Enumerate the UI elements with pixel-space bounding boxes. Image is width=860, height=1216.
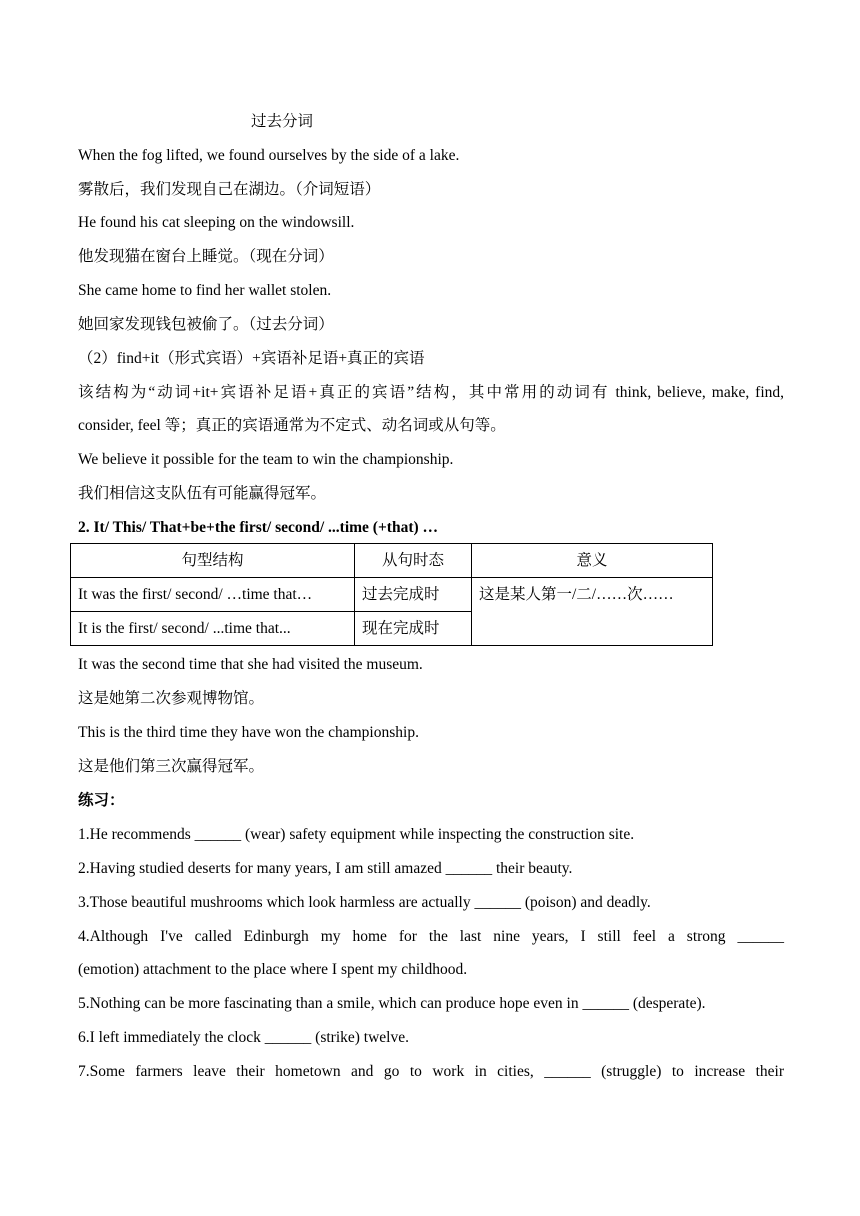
table-cell: It is the first/ second/ ...time that... (71, 612, 355, 646)
example-sentence: When the fog lifted, we found ourselves by the side of a lake. (78, 147, 460, 164)
explanation-line: consider, feel 等；真正的宾语通常为不定式、动名词或从句等。 (78, 417, 506, 434)
example-translation: 这是她第二次参观博物馆。 (78, 690, 265, 707)
exercise-question: 1.He recommends ______ (wear) safety equipment while inspecting the construction site. (78, 826, 635, 843)
example-translation: 雾散后，我们发现自己在湖边。（介词短语） (78, 181, 381, 198)
exercise-question-continued: (emotion) attachment to the place where I spent my childhood. (78, 961, 468, 978)
table-cell: 现在完成时 (355, 612, 472, 646)
exercise-question: 3.Those beautiful mushrooms which look harmless are actually ______ (poison) and deadly. (78, 894, 651, 911)
section-heading-first-time: 2. It/ This/ That+be+the first/ second/ ...time (+that) … (78, 519, 439, 536)
table-header: 句型结构 (71, 544, 355, 578)
example-sentence: He found his cat sleeping on the windowsill. (78, 214, 355, 231)
table-header: 意义 (472, 544, 713, 578)
exercise-question: 2.Having studied deserts for many years, I am still amazed ______ their beauty. (78, 860, 573, 877)
exercise-question: 4.Although I've called Edinburgh my home for the last nine years, I still feel a strong ______ (78, 928, 784, 945)
table-cell: 过去完成时 (355, 578, 472, 612)
section-heading-find-it: （2）find+it（形式宾语）+宾语补足语+真正的宾语 (78, 350, 425, 367)
example-translation: 她回家发现钱包被偷了。（过去分词） (78, 316, 334, 333)
heading-past-participle: 过去分词 (251, 113, 314, 130)
exercise-heading: 练习： (78, 792, 125, 809)
exercise-question: 5.Nothing can be more fascinating than a smile, which can produce hope even in ______ (desperate). (78, 995, 706, 1012)
example-translation: 他发现猫在窗台上睡觉。（现在分词） (78, 248, 334, 265)
example-translation: 我们相信这支队伍有可能赢得冠军。 (78, 485, 327, 502)
table-header: 从句时态 (355, 544, 472, 578)
example-sentence: We believe it possible for the team to win the championship. (78, 451, 454, 468)
example-sentence: This is the third time they have won the championship. (78, 724, 419, 741)
grammar-table (70, 543, 713, 646)
exercise-question: 7.Some farmers leave their hometown and go to work in cities, ______ (struggle) to increase their (78, 1063, 784, 1080)
example-translation: 这是他们第三次赢得冠军。 (78, 758, 265, 775)
table-row (71, 578, 713, 612)
example-sentence: It was the second time that she had visited the museum. (78, 656, 423, 673)
table-cell-meaning: 这是某人第一/二/……次…… (472, 578, 713, 646)
explanation-line: 该结构为“动词+it+宾语补足语+真正的宾语”结构，其中常用的动词有 think, believe, make, find, (78, 384, 784, 401)
example-sentence: She came home to find her wallet stolen. (78, 282, 332, 299)
exercise-question: 6.I left immediately the clock ______ (strike) twelve. (78, 1029, 409, 1046)
table-header-row (71, 544, 713, 578)
table-cell: It was the first/ second/ …time that… (71, 578, 355, 612)
